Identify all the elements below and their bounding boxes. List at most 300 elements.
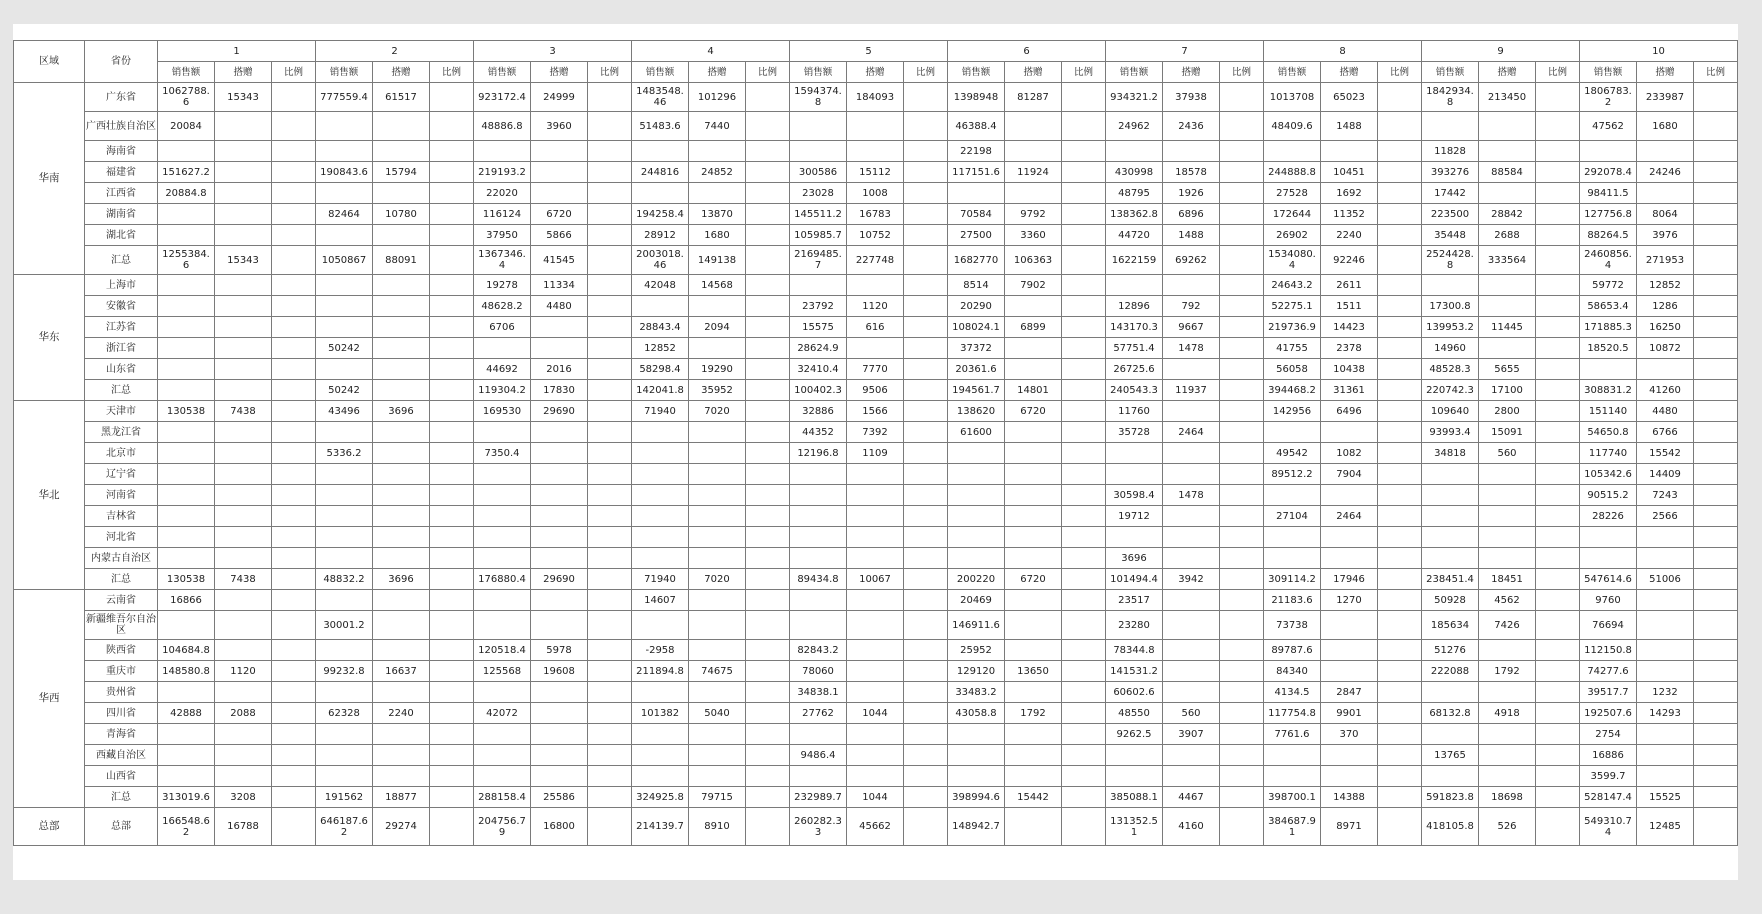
gift-cell [1005, 464, 1062, 485]
sales-cell: 23792 [790, 296, 847, 317]
ratio-cell [1694, 401, 1738, 422]
sales-cell: 44720 [1106, 225, 1163, 246]
province-cell: 四川省 [85, 703, 158, 724]
sales-cell [158, 275, 215, 296]
ratio-cell [1694, 485, 1738, 506]
ratio-cell [746, 141, 790, 162]
sales-cell [790, 590, 847, 611]
sales-cell: 11760 [1106, 401, 1163, 422]
sales-cell: 17442 [1422, 183, 1479, 204]
sales-cell: 146911.6 [948, 611, 1005, 640]
gift-cell: 65023 [1321, 83, 1378, 112]
sales-cell: 777559.4 [316, 83, 373, 112]
ratio-cell [904, 766, 948, 787]
province-cell: 浙江省 [85, 338, 158, 359]
sales-cell: 547614.6 [1580, 569, 1637, 590]
ratio-cell [430, 112, 474, 141]
gift-cell: 5040 [689, 703, 746, 724]
sales-cell: 6706 [474, 317, 531, 338]
sales-cell [1264, 548, 1321, 569]
ratio-cell [904, 401, 948, 422]
ratio-cell [1536, 569, 1580, 590]
sales-cell: 190843.6 [316, 162, 373, 183]
sales-cell [316, 183, 373, 204]
ratio-cell [430, 338, 474, 359]
gift-cell [215, 590, 272, 611]
sales-cell: 101382 [632, 703, 689, 724]
sales-cell: 27500 [948, 225, 1005, 246]
gift-cell [215, 141, 272, 162]
sales-cell [1264, 527, 1321, 548]
ratio-cell [904, 485, 948, 506]
gift-cell: 1270 [1321, 590, 1378, 611]
ratio-cell [1694, 611, 1738, 640]
gift-cell [689, 724, 746, 745]
header-province: 省份 [85, 41, 158, 83]
ratio-cell [746, 548, 790, 569]
gift-cell: 7438 [215, 569, 272, 590]
sales-cell: 32410.4 [790, 359, 847, 380]
gift-cell [215, 464, 272, 485]
ratio-cell [1378, 225, 1422, 246]
gift-cell: 51006 [1637, 569, 1694, 590]
sales-cell: 17300.8 [1422, 296, 1479, 317]
province-cell: 新疆维吾尔自治区 [85, 611, 158, 640]
gift-cell: 10067 [847, 569, 904, 590]
ratio-cell [1062, 183, 1106, 204]
gift-cell [215, 766, 272, 787]
sales-cell: 37372 [948, 338, 1005, 359]
sales-cell: 418105.8 [1422, 808, 1479, 846]
ratio-cell [1536, 682, 1580, 703]
sales-cell: 54650.8 [1580, 422, 1637, 443]
sales-cell: 49542 [1264, 443, 1321, 464]
gift-cell: 15542 [1637, 443, 1694, 464]
sales-cell: 73738 [1264, 611, 1321, 640]
province-cell: 汇总 [85, 246, 158, 275]
sales-cell: 78344.8 [1106, 640, 1163, 661]
sales-cell: 398700.1 [1264, 787, 1321, 808]
ratio-cell [1536, 548, 1580, 569]
ratio-cell [430, 359, 474, 380]
ratio-cell [1062, 246, 1106, 275]
sales-cell: 9262.5 [1106, 724, 1163, 745]
gift-cell [373, 611, 430, 640]
ratio-cell [1694, 246, 1738, 275]
gift-cell [1005, 183, 1062, 204]
gift-cell [1479, 745, 1536, 766]
ratio-cell [1536, 401, 1580, 422]
sales-cell [1106, 275, 1163, 296]
sales-cell [158, 296, 215, 317]
gift-cell [373, 527, 430, 548]
gift-cell: 14293 [1637, 703, 1694, 724]
sales-cell [1264, 485, 1321, 506]
gift-cell: 9667 [1163, 317, 1220, 338]
ratio-cell [746, 359, 790, 380]
ratio-cell [1536, 275, 1580, 296]
gift-cell [1005, 506, 1062, 527]
sales-cell: 20290 [948, 296, 1005, 317]
gift-cell: 29690 [531, 569, 588, 590]
sales-cell: 119304.2 [474, 380, 531, 401]
gift-cell: 7392 [847, 422, 904, 443]
gift-cell [847, 640, 904, 661]
sales-cell: 14607 [632, 590, 689, 611]
sales-cell: 2003018.46 [632, 246, 689, 275]
gift-cell [689, 485, 746, 506]
sales-cell: 50242 [316, 338, 373, 359]
gift-cell: 1044 [847, 703, 904, 724]
gift-cell: 14801 [1005, 380, 1062, 401]
gift-cell [373, 317, 430, 338]
gift-cell: 149138 [689, 246, 746, 275]
sales-cell [948, 527, 1005, 548]
gift-cell [373, 682, 430, 703]
ratio-cell [746, 766, 790, 787]
sales-cell: 70584 [948, 204, 1005, 225]
ratio-cell [1694, 317, 1738, 338]
sales-cell: 89512.2 [1264, 464, 1321, 485]
sales-cell [158, 204, 215, 225]
header-sales: 销售额 [1580, 62, 1637, 83]
sales-cell: 24643.2 [1264, 275, 1321, 296]
ratio-cell [272, 338, 316, 359]
ratio-cell [904, 317, 948, 338]
ratio-cell [1694, 569, 1738, 590]
sales-cell [1580, 548, 1637, 569]
ratio-cell [1378, 162, 1422, 183]
sales-cell [474, 745, 531, 766]
gift-cell [847, 724, 904, 745]
gift-cell: 2464 [1321, 506, 1378, 527]
sales-cell [1422, 724, 1479, 745]
header-gift: 搭赠 [1005, 62, 1062, 83]
sales-cell: 56058 [1264, 359, 1321, 380]
sales-cell [316, 724, 373, 745]
gift-cell: 1286 [1637, 296, 1694, 317]
sales-cell [316, 422, 373, 443]
report-sheet [13, 24, 1738, 880]
gift-cell: 15442 [1005, 787, 1062, 808]
gift-cell: 1566 [847, 401, 904, 422]
gift-cell: 560 [1163, 703, 1220, 724]
ratio-cell [430, 787, 474, 808]
ratio-cell [904, 422, 948, 443]
gift-cell: 41260 [1637, 380, 1694, 401]
sales-cell: 141531.2 [1106, 661, 1163, 682]
ratio-cell [904, 275, 948, 296]
ratio-cell [1536, 703, 1580, 724]
ratio-cell [1062, 766, 1106, 787]
gift-cell [531, 485, 588, 506]
ratio-cell [430, 317, 474, 338]
ratio-cell [1062, 359, 1106, 380]
ratio-cell [1062, 611, 1106, 640]
ratio-cell [1062, 380, 1106, 401]
ratio-cell [272, 569, 316, 590]
gift-cell: 233987 [1637, 83, 1694, 112]
ratio-cell [1220, 141, 1264, 162]
sales-cell: 14960 [1422, 338, 1479, 359]
ratio-cell [1536, 204, 1580, 225]
gift-cell [1637, 661, 1694, 682]
ratio-cell [1062, 506, 1106, 527]
gift-cell: 8910 [689, 808, 746, 846]
gift-cell: 7904 [1321, 464, 1378, 485]
gift-cell [1637, 640, 1694, 661]
ratio-cell [904, 443, 948, 464]
gift-cell: 9901 [1321, 703, 1378, 724]
ratio-cell [1062, 724, 1106, 745]
sales-cell [632, 527, 689, 548]
sales-cell [1106, 443, 1163, 464]
ratio-cell [588, 703, 632, 724]
table-row [14, 661, 1738, 682]
sales-cell [1422, 527, 1479, 548]
gift-cell [215, 682, 272, 703]
table-row [14, 464, 1738, 485]
sales-cell [316, 590, 373, 611]
ratio-cell [588, 808, 632, 846]
table-row [14, 380, 1738, 401]
province-cell: 汇总 [85, 787, 158, 808]
gift-cell [1163, 141, 1220, 162]
province-cell: 河北省 [85, 527, 158, 548]
gift-cell [1005, 112, 1062, 141]
gift-cell: 18451 [1479, 569, 1536, 590]
gift-cell: 29690 [531, 401, 588, 422]
gift-cell [1479, 527, 1536, 548]
sales-cell: 13765 [1422, 745, 1479, 766]
sales-cell: 99232.8 [316, 661, 373, 682]
table-row [14, 141, 1738, 162]
sales-cell [1580, 141, 1637, 162]
ratio-cell [746, 611, 790, 640]
sales-cell: 7761.6 [1264, 724, 1321, 745]
gift-cell: 9792 [1005, 204, 1062, 225]
sales-cell: 138362.8 [1106, 204, 1163, 225]
ratio-cell [1378, 401, 1422, 422]
ratio-cell [904, 246, 948, 275]
gift-cell: 6896 [1163, 204, 1220, 225]
table-row [14, 527, 1738, 548]
ratio-cell [1220, 359, 1264, 380]
header-month-8: 8 [1264, 41, 1422, 62]
gift-cell: 2464 [1163, 422, 1220, 443]
ratio-cell [1536, 83, 1580, 112]
ratio-cell [272, 359, 316, 380]
ratio-cell [1694, 112, 1738, 141]
gift-cell: 2094 [689, 317, 746, 338]
ratio-cell [1062, 569, 1106, 590]
gift-cell: 17100 [1479, 380, 1536, 401]
gift-cell: 2800 [1479, 401, 1536, 422]
province-cell: 吉林省 [85, 506, 158, 527]
ratio-cell [1694, 548, 1738, 569]
ratio-cell [1220, 682, 1264, 703]
ratio-cell [272, 485, 316, 506]
gift-cell [373, 275, 430, 296]
sales-cell [474, 338, 531, 359]
ratio-cell [272, 83, 316, 112]
ratio-cell [1220, 808, 1264, 846]
gift-cell [531, 443, 588, 464]
gift-cell: 6496 [1321, 401, 1378, 422]
ratio-cell [430, 401, 474, 422]
sales-cell: 194561.7 [948, 380, 1005, 401]
gift-cell: 28842 [1479, 204, 1536, 225]
sales-cell: 145511.2 [790, 204, 847, 225]
ratio-cell [272, 527, 316, 548]
sales-cell: 88264.5 [1580, 225, 1637, 246]
sales-cell: 108024.1 [948, 317, 1005, 338]
gift-cell [215, 506, 272, 527]
gift-cell: 88091 [373, 246, 430, 275]
sales-cell [1106, 527, 1163, 548]
gift-cell [847, 611, 904, 640]
gift-cell [1479, 183, 1536, 204]
ratio-cell [1378, 246, 1422, 275]
ratio-cell [1378, 422, 1422, 443]
ratio-cell [746, 204, 790, 225]
ratio-cell [746, 569, 790, 590]
ratio-cell [430, 443, 474, 464]
ratio-cell [1378, 787, 1422, 808]
gift-cell [531, 464, 588, 485]
ratio-cell [1536, 787, 1580, 808]
ratio-cell [1694, 380, 1738, 401]
sales-cell: 125568 [474, 661, 531, 682]
sales-cell: 22198 [948, 141, 1005, 162]
sales-cell: 430998 [1106, 162, 1163, 183]
sales-cell: 1062788.6 [158, 83, 215, 112]
ratio-cell [904, 787, 948, 808]
sales-cell: 148942.7 [948, 808, 1005, 846]
table-row [14, 745, 1738, 766]
gift-cell [215, 485, 272, 506]
header-ratio: 比例 [1694, 62, 1738, 83]
sales-cell [1106, 464, 1163, 485]
ratio-cell [430, 745, 474, 766]
gift-cell: 11334 [531, 275, 588, 296]
ratio-cell [1694, 527, 1738, 548]
sales-cell: 1534080.4 [1264, 246, 1321, 275]
sales-cell: 112150.8 [1580, 640, 1637, 661]
ratio-cell [588, 183, 632, 204]
sales-cell: 48528.3 [1422, 359, 1479, 380]
gift-cell [215, 380, 272, 401]
ratio-cell [588, 141, 632, 162]
ratio-cell [1536, 464, 1580, 485]
province-cell: 湖南省 [85, 204, 158, 225]
sales-cell [158, 225, 215, 246]
sales-cell: 142041.8 [632, 380, 689, 401]
ratio-cell [430, 548, 474, 569]
gift-cell [531, 682, 588, 703]
sales-cell: 82464 [316, 204, 373, 225]
gift-cell: 4160 [1163, 808, 1220, 846]
ratio-cell [1378, 703, 1422, 724]
ratio-cell [746, 422, 790, 443]
sales-cell: 185634 [1422, 611, 1479, 640]
gift-cell [847, 682, 904, 703]
gift-cell: 1109 [847, 443, 904, 464]
sales-cell [158, 464, 215, 485]
gift-cell [1637, 527, 1694, 548]
ratio-cell [1220, 787, 1264, 808]
gift-cell: 74675 [689, 661, 746, 682]
gift-cell: 69262 [1163, 246, 1220, 275]
gift-cell [373, 225, 430, 246]
sales-cell [632, 611, 689, 640]
gift-cell [215, 443, 272, 464]
gift-cell: 1926 [1163, 183, 1220, 204]
gift-cell: 16800 [531, 808, 588, 846]
ratio-cell [430, 141, 474, 162]
sales-cell: 20884.8 [158, 183, 215, 204]
gift-cell: 24852 [689, 162, 746, 183]
ratio-cell [1062, 422, 1106, 443]
ratio-cell [904, 590, 948, 611]
ratio-cell [430, 380, 474, 401]
header-sales: 销售额 [1422, 62, 1479, 83]
gift-cell: 6766 [1637, 422, 1694, 443]
sales-cell: 23280 [1106, 611, 1163, 640]
gift-cell: 10780 [373, 204, 430, 225]
gift-cell [373, 548, 430, 569]
gift-cell [531, 422, 588, 443]
gift-cell: 6899 [1005, 317, 1062, 338]
ratio-cell [1536, 296, 1580, 317]
gift-cell [215, 359, 272, 380]
gift-cell: 2688 [1479, 225, 1536, 246]
gift-cell [1479, 506, 1536, 527]
gift-cell [1637, 183, 1694, 204]
ratio-cell [1378, 485, 1422, 506]
gift-cell: 1792 [1479, 661, 1536, 682]
sales-cell [948, 485, 1005, 506]
ratio-cell [1694, 83, 1738, 112]
sales-cell [1264, 422, 1321, 443]
header-month-6: 6 [948, 41, 1106, 62]
ratio-cell [1378, 275, 1422, 296]
ratio-cell [1062, 275, 1106, 296]
ratio-cell [1062, 225, 1106, 246]
sales-cell [158, 485, 215, 506]
ratio-cell [1694, 745, 1738, 766]
ratio-cell [1378, 380, 1422, 401]
sales-cell: 21183.6 [1264, 590, 1321, 611]
ratio-cell [1062, 296, 1106, 317]
gift-cell: 271953 [1637, 246, 1694, 275]
gift-cell [1321, 527, 1378, 548]
gift-cell: 7020 [689, 569, 746, 590]
sales-cell: 16886 [1580, 745, 1637, 766]
gift-cell [1479, 724, 1536, 745]
ratio-cell [904, 359, 948, 380]
sales-cell [948, 506, 1005, 527]
gift-cell: 2088 [215, 703, 272, 724]
sales-cell: 71940 [632, 569, 689, 590]
ratio-cell [272, 380, 316, 401]
ratio-cell [746, 703, 790, 724]
sales-cell [158, 317, 215, 338]
ratio-cell [1062, 527, 1106, 548]
gift-cell: 15525 [1637, 787, 1694, 808]
ratio-cell [904, 83, 948, 112]
gift-cell [1163, 527, 1220, 548]
